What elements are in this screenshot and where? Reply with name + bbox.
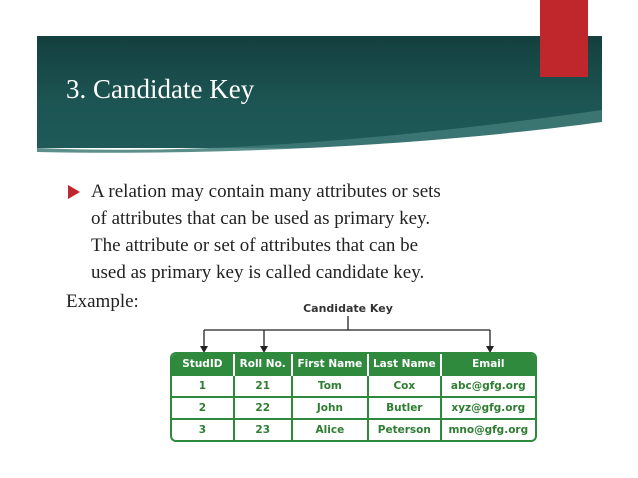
table-row xyxy=(172,375,535,397)
bullet-line: The attribute or set of attributes that can be xyxy=(91,235,419,256)
candidate-key-bracket xyxy=(190,316,500,356)
table-cell: John xyxy=(292,397,368,419)
accent-bar xyxy=(540,0,588,77)
table-cell: 23 xyxy=(234,419,292,440)
table-cell: 3 xyxy=(172,419,234,440)
table-cell: Alice xyxy=(292,419,368,440)
table-header-row xyxy=(172,354,535,375)
slide-title: 3. Candidate Key xyxy=(66,74,255,104)
column-header: StudID xyxy=(172,354,234,375)
table-cell: xyz@gfg.org xyxy=(441,397,535,419)
table-cell: mno@gfg.org xyxy=(441,419,535,440)
table-cell: 1 xyxy=(172,375,234,397)
example-label: Example: xyxy=(66,291,139,312)
column-header: First Name xyxy=(292,354,368,375)
candidate-key-label: Candidate Key xyxy=(303,302,393,315)
column-header: Last Name xyxy=(368,354,441,375)
table-row xyxy=(172,397,535,419)
bullet-arrow-icon xyxy=(68,185,80,199)
bullet-line: used as primary key is called candidate key. xyxy=(91,262,425,283)
student-table xyxy=(170,352,537,442)
table-cell: 21 xyxy=(234,375,292,397)
bullet-line: of attributes that can be used as primary key. xyxy=(91,208,431,229)
column-header: Roll No. xyxy=(234,354,292,375)
table-cell: abc@gfg.org xyxy=(441,375,535,397)
table-cell: Tom xyxy=(292,375,368,397)
table-row xyxy=(172,419,535,440)
title-band-swoosh xyxy=(37,96,602,156)
column-header: Email xyxy=(441,354,535,375)
table-cell: 22 xyxy=(234,397,292,419)
table-cell: Butler xyxy=(368,397,441,419)
table-cell: Peterson xyxy=(368,419,441,440)
bullet-text xyxy=(91,178,511,286)
table-cell: 2 xyxy=(172,397,234,419)
table-cell: Cox xyxy=(368,375,441,397)
bullet-line: A relation may contain many attributes or sets xyxy=(91,181,441,202)
